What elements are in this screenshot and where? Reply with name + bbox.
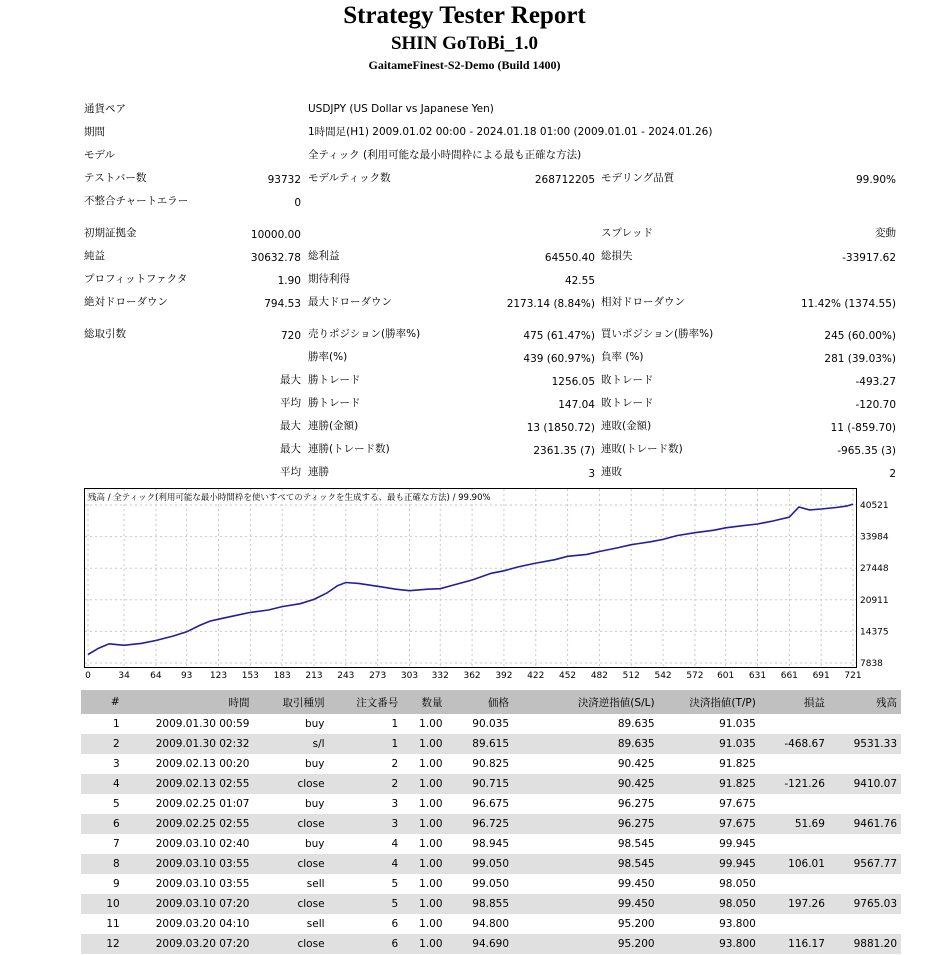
table-cell: 3 xyxy=(113,758,120,770)
table-row xyxy=(81,934,901,954)
table-cell xyxy=(829,714,901,734)
max-label-3: 最大 xyxy=(280,443,301,455)
table-cell: close xyxy=(253,894,328,914)
table-cell: 9765.03 xyxy=(829,894,901,914)
table-cell: 9881.20 xyxy=(829,934,901,954)
table-cell: 12 xyxy=(81,934,124,954)
table-header-cell: 決済指値(T/P) xyxy=(659,690,760,714)
table-row xyxy=(81,794,901,814)
table-header-cell: 注文番号 xyxy=(329,690,403,714)
winrate-label: 勝率(%) xyxy=(308,351,348,363)
spread-label: スプレッド xyxy=(601,227,653,239)
short-value: 475 (61.47%) xyxy=(523,330,595,342)
spread-value: 変動 xyxy=(875,227,896,239)
x-tick-label: 392 xyxy=(495,671,513,681)
table-cell: 1.00 xyxy=(402,934,446,954)
table-cell: 5 xyxy=(391,878,399,890)
table-header-cell: 損益 xyxy=(760,690,829,714)
table-cell: 51.69 xyxy=(760,814,829,834)
table-cell: 2009.03.10 03:55 xyxy=(124,854,254,874)
table-cell: 5 xyxy=(329,894,403,914)
report-title: Strategy Tester Report xyxy=(343,2,586,29)
table-cell: 2009.02.13 02:55 xyxy=(124,774,254,794)
gross-profit-label: 総利益 xyxy=(308,250,340,262)
table-cell: close xyxy=(253,814,328,834)
table-cell: 99.050 xyxy=(447,854,514,874)
long-label: 買いポジション(勝率%) xyxy=(601,328,714,340)
table-cell xyxy=(829,834,901,854)
max-consec-profit-value: 2361.35 (7) xyxy=(533,445,595,457)
table-cell: 98.545 xyxy=(617,838,655,850)
table-cell: 90.425 xyxy=(617,758,655,770)
largest-win-label: 勝トレード xyxy=(308,374,361,386)
table-cell: 2009.03.10 07:20 xyxy=(124,894,254,914)
abs-dd-value: 794.53 xyxy=(264,298,301,310)
table-cell: 9410.07 xyxy=(829,774,901,794)
table-cell: 2009.03.10 02:40 xyxy=(155,838,250,850)
largest-loss-label: 敗トレード xyxy=(601,374,654,386)
table-row xyxy=(81,894,901,914)
table-cell: 93.800 xyxy=(659,934,760,954)
avg-loss-value: -120.70 xyxy=(855,399,896,411)
lossrate-value: 281 (39.03%) xyxy=(824,353,896,365)
expected-label: 期待利得 xyxy=(308,273,350,285)
table-header-cell: 時間 xyxy=(124,690,254,714)
table-row xyxy=(81,754,901,774)
table-cell xyxy=(829,914,901,934)
quality-value: 99.90% xyxy=(855,174,896,186)
bars-value: 93732 xyxy=(267,174,301,186)
max-consec-profit-label: 連勝(トレード数) xyxy=(308,443,390,455)
table-row xyxy=(81,874,901,894)
x-tick-label: 273 xyxy=(369,671,387,681)
avg-loss-label: 敗トレード xyxy=(601,397,654,409)
table-cell xyxy=(760,834,829,854)
pair-label: 通貨ペア xyxy=(84,103,126,115)
table-cell xyxy=(760,914,829,934)
max-consec-lossamt-label: 連敗(トレード数) xyxy=(601,443,683,455)
table-cell: -468.67 xyxy=(760,734,829,754)
table-cell: 2 xyxy=(329,774,403,794)
period-label: 期間 xyxy=(84,126,105,138)
table-cell: 5 xyxy=(113,798,120,810)
table-row xyxy=(81,734,901,754)
x-tick-label: 303 xyxy=(400,671,419,681)
long-value: 245 (60.00%) xyxy=(824,330,896,342)
x-tick-label: 362 xyxy=(463,671,481,681)
table-cell: 91.825 xyxy=(659,774,760,794)
avg-win-value: 147.04 xyxy=(558,399,595,411)
table-cell: 7 xyxy=(113,838,120,850)
max-dd-label: 最大ドローダウン xyxy=(308,296,392,308)
x-tick-label: 482 xyxy=(590,671,609,681)
x-tick-label: 721 xyxy=(844,671,862,681)
table-row xyxy=(81,814,901,834)
table-cell: 2009.01.30 02:32 xyxy=(124,734,254,754)
avg-consec-loss-value: 2 xyxy=(889,468,896,480)
expected-value: 42.55 xyxy=(564,275,595,287)
x-tick-label: 542 xyxy=(654,671,672,681)
table-row xyxy=(81,854,901,874)
table-cell: 1.00 xyxy=(402,814,446,834)
table-cell: 4 xyxy=(81,774,124,794)
table-cell: buy xyxy=(304,838,325,850)
table-cell: 1 xyxy=(113,718,120,730)
table-cell: 3 xyxy=(391,798,399,810)
table-cell: 2 xyxy=(391,758,399,770)
table-cell: close xyxy=(253,934,328,954)
table-cell: 94.800 xyxy=(472,918,510,930)
table-cell: s/l xyxy=(253,734,328,754)
table-cell: 106.01 xyxy=(760,854,829,874)
chart-title: 残高 / 全ティック(利用可能な最小時間枠を使いすべてのティックを生成する、最も正確な方法) / 99.90% xyxy=(88,493,491,503)
max-label: 最大 xyxy=(280,374,301,386)
mismatch-label: 不整合チャートエラー xyxy=(84,195,189,207)
rel-dd-value: 11.42% (1374.55) xyxy=(801,298,896,310)
bars-label: テストバー数 xyxy=(84,172,147,184)
avg-win-label: 勝トレード xyxy=(308,397,361,409)
x-tick-label: 93 xyxy=(180,671,193,681)
table-cell: 91.035 xyxy=(719,718,756,730)
table-row xyxy=(81,714,901,734)
table-cell: 96.725 xyxy=(447,814,514,834)
net-label: 純益 xyxy=(84,250,105,262)
table-cell xyxy=(829,754,901,774)
table-cell: 197.26 xyxy=(760,894,829,914)
table-cell: 91.035 xyxy=(659,734,760,754)
table-cell: 99.450 xyxy=(513,894,659,914)
table-row xyxy=(81,774,901,794)
rel-dd-label: 相対ドローダウン xyxy=(601,296,685,308)
x-tick-label: 422 xyxy=(527,671,545,681)
balance-line xyxy=(88,504,853,654)
table-cell: -121.26 xyxy=(760,774,829,794)
x-tick-label: 123 xyxy=(209,671,228,681)
table-body xyxy=(81,714,901,954)
table-cell: 6 xyxy=(391,918,399,930)
table-cell: 98.050 xyxy=(659,894,760,914)
table-cell: 99.945 xyxy=(719,838,756,850)
x-tick-label: 0 xyxy=(85,671,91,681)
deposit-value: 10000.00 xyxy=(250,229,301,241)
table-cell: 3 xyxy=(329,814,403,834)
table-cell: close xyxy=(253,774,328,794)
table-cell: 89.615 xyxy=(447,734,514,754)
table-cell: 90.035 xyxy=(472,718,510,730)
table-cell: buy xyxy=(304,798,325,810)
balance-chart xyxy=(84,488,857,668)
x-tick-label: 601 xyxy=(717,671,735,681)
trades-label: 総取引数 xyxy=(84,328,126,340)
table-cell: 10 xyxy=(81,894,124,914)
max-consec-win-label: 連勝(金額) xyxy=(308,420,359,432)
table-header-cell: 取引種別 xyxy=(253,690,328,714)
lossrate-label: 負率 (%) xyxy=(601,351,644,363)
table-cell: 98.050 xyxy=(719,878,756,890)
deposit-label: 初期証拠金 xyxy=(84,227,137,239)
table-cell: 2009.03.20 07:20 xyxy=(124,934,254,954)
x-tick-label: 661 xyxy=(780,671,798,681)
table-cell: 98.855 xyxy=(447,894,514,914)
table-cell: 1.00 xyxy=(419,878,443,890)
table-cell: 99.050 xyxy=(472,878,510,890)
table-cell: 1.00 xyxy=(419,838,443,850)
x-axis-labels xyxy=(0,666,929,686)
winrate-value: 439 (60.97%) xyxy=(523,353,595,365)
table-cell: 1 xyxy=(391,718,399,730)
table-cell: 98.545 xyxy=(513,854,659,874)
table-header-cell: 数量 xyxy=(402,690,446,714)
table-row xyxy=(81,834,901,854)
y-tick-label: 20911 xyxy=(860,595,889,606)
x-tick-label: 572 xyxy=(686,671,704,681)
model-value: 全ティック (利用可能な最小時間枠による最も正確な方法) xyxy=(308,149,582,161)
table-row xyxy=(81,914,901,934)
avg-label: 平均 xyxy=(280,397,301,409)
table-header-cell: 価格 xyxy=(447,690,514,714)
table-cell: 93.800 xyxy=(719,918,756,930)
table-cell: 1.00 xyxy=(402,774,446,794)
table-cell: 2009.03.10 03:55 xyxy=(155,878,250,890)
y-tick-label: 40521 xyxy=(860,501,889,511)
mismatch-value: 0 xyxy=(294,197,301,209)
max-consec-win-value: 13 (1850.72) xyxy=(526,422,595,434)
avg-consec-loss-label: 連敗 xyxy=(601,466,622,478)
avg-consec-win-label: 連勝 xyxy=(308,466,329,478)
max-consec-lossamt-value: -965.35 (3) xyxy=(837,445,896,457)
x-tick-label: 183 xyxy=(273,671,291,681)
table-cell: close xyxy=(253,854,328,874)
y-tick-label: 14375 xyxy=(860,627,889,638)
table-cell: 91.825 xyxy=(719,758,756,770)
trade-table xyxy=(81,690,901,954)
balance-chart-svg xyxy=(85,489,856,667)
max-consec-loss-label: 連敗(金額) xyxy=(601,420,652,432)
quality-label: モデリング品質 xyxy=(601,172,675,184)
table-cell xyxy=(829,874,901,894)
avg-consec-win-value: 3 xyxy=(588,468,595,480)
ea-name: SHIN GoToBi_1.0 xyxy=(390,33,539,54)
table-cell: 90.715 xyxy=(447,774,514,794)
table-cell xyxy=(760,874,829,894)
table-cell: sell xyxy=(306,878,325,890)
table-cell: 96.675 xyxy=(472,798,510,810)
ticks-value: 268712205 xyxy=(534,174,595,186)
pf-label: プロフィットファクタ xyxy=(84,273,188,285)
table-cell: 99.450 xyxy=(617,878,655,890)
table-cell: 1.00 xyxy=(402,894,446,914)
x-tick-label: 64 xyxy=(150,671,162,681)
table-cell: 1.00 xyxy=(419,798,443,810)
max-consec-loss-value: 11 (-859.70) xyxy=(830,422,896,434)
x-tick-label: 512 xyxy=(622,671,640,681)
table-cell: 4 xyxy=(391,838,399,850)
table-cell: 98.945 xyxy=(472,838,510,850)
table-cell: 1.00 xyxy=(419,918,443,930)
table-cell: 97.675 xyxy=(659,814,760,834)
x-tick-label: 34 xyxy=(118,671,130,681)
y-axis-labels xyxy=(858,486,918,676)
gross-loss-value: -33917.62 xyxy=(842,252,896,264)
table-cell: 94.690 xyxy=(447,934,514,954)
table-header-cell: # xyxy=(81,690,124,714)
table-cell xyxy=(760,714,829,734)
table-cell: buy xyxy=(304,718,325,730)
largest-loss-value: -493.27 xyxy=(855,376,896,388)
table-cell: 8 xyxy=(81,854,124,874)
gross-profit-value: 64550.40 xyxy=(544,252,595,264)
table-cell: 1.00 xyxy=(419,758,443,770)
table-cell: 1.00 xyxy=(402,854,446,874)
table-cell: 2009.01.30 00:59 xyxy=(155,718,250,730)
table-cell: 90.425 xyxy=(513,774,659,794)
y-tick-label: 33984 xyxy=(860,532,889,543)
pf-value: 1.90 xyxy=(277,275,301,287)
table-cell: 95.200 xyxy=(617,918,655,930)
table-cell: buy xyxy=(304,758,325,770)
table-cell: 89.635 xyxy=(617,718,655,730)
ticks-label: モデルティック数 xyxy=(308,172,391,184)
table-cell: 89.635 xyxy=(513,734,659,754)
table-cell: 2009.02.25 01:07 xyxy=(155,798,250,810)
table-cell: 116.17 xyxy=(760,934,829,954)
net-value: 30632.78 xyxy=(250,252,301,264)
short-label: 売りポジション(勝率%) xyxy=(308,328,421,340)
table-cell: 99.945 xyxy=(659,854,760,874)
table-cell xyxy=(760,794,829,814)
max-dd-value: 2173.14 (8.84%) xyxy=(506,298,595,310)
max-label-2: 最大 xyxy=(280,420,301,432)
table-cell: 4 xyxy=(329,854,403,874)
table-cell: 11 xyxy=(106,918,120,930)
x-tick-label: 332 xyxy=(431,671,449,681)
table-cell: 1.00 xyxy=(419,718,443,730)
table-header-row xyxy=(81,690,901,714)
table-cell: 2009.02.13 00:20 xyxy=(155,758,250,770)
table-cell: 96.275 xyxy=(513,814,659,834)
table-cell: 6 xyxy=(81,814,124,834)
table-cell: 97.675 xyxy=(719,798,756,810)
table-cell: 1.00 xyxy=(402,734,446,754)
x-tick-label: 452 xyxy=(558,671,577,681)
abs-dd-label: 絶対ドローダウン xyxy=(84,296,168,308)
server-info: GaitameFinest-S2-Demo (Build 1400) xyxy=(368,58,561,72)
largest-win-value: 1256.05 xyxy=(551,376,595,388)
trades-value: 720 xyxy=(280,330,301,342)
table-cell: 2009.03.20 04:10 xyxy=(155,918,250,930)
table-cell: 96.275 xyxy=(617,798,655,810)
table-cell xyxy=(760,754,829,774)
period-value: 1時間足(H1) 2009.01.02 00:00 - 2024.01.18 01:00 (2009.01.01 - 2024.01.26) xyxy=(308,126,713,138)
y-tick-label: 27448 xyxy=(860,564,889,575)
table-cell: 95.200 xyxy=(513,934,659,954)
table-cell: 9461.76 xyxy=(829,814,901,834)
pair-value: USDJPY (US Dollar vs Japanese Yen) xyxy=(308,103,494,115)
x-tick-label: 153 xyxy=(241,671,259,681)
table-header-cell: 残高 xyxy=(829,690,901,714)
table-cell xyxy=(829,794,901,814)
table-cell: 90.825 xyxy=(472,758,510,770)
table-cell: 2009.02.25 02:55 xyxy=(124,814,254,834)
table-cell: 2 xyxy=(81,734,124,754)
x-tick-label: 631 xyxy=(748,671,767,681)
table-header-cell: 決済逆指値(S/L) xyxy=(513,690,659,714)
x-tick-label: 213 xyxy=(305,671,323,681)
table-cell: 6 xyxy=(329,934,403,954)
model-label: モデル xyxy=(84,149,115,161)
x-tick-label: 691 xyxy=(812,671,830,681)
gross-loss-label: 総損失 xyxy=(601,250,633,262)
table-cell: 1 xyxy=(329,734,403,754)
table-cell: 9 xyxy=(113,878,120,890)
table-cell: 9567.77 xyxy=(829,854,901,874)
y-tick-label: 7838 xyxy=(860,659,883,669)
avg-label-2: 平均 xyxy=(280,466,301,478)
table-cell: sell xyxy=(306,918,325,930)
x-tick-label: 243 xyxy=(337,671,355,681)
table-cell: 9531.33 xyxy=(829,734,901,754)
